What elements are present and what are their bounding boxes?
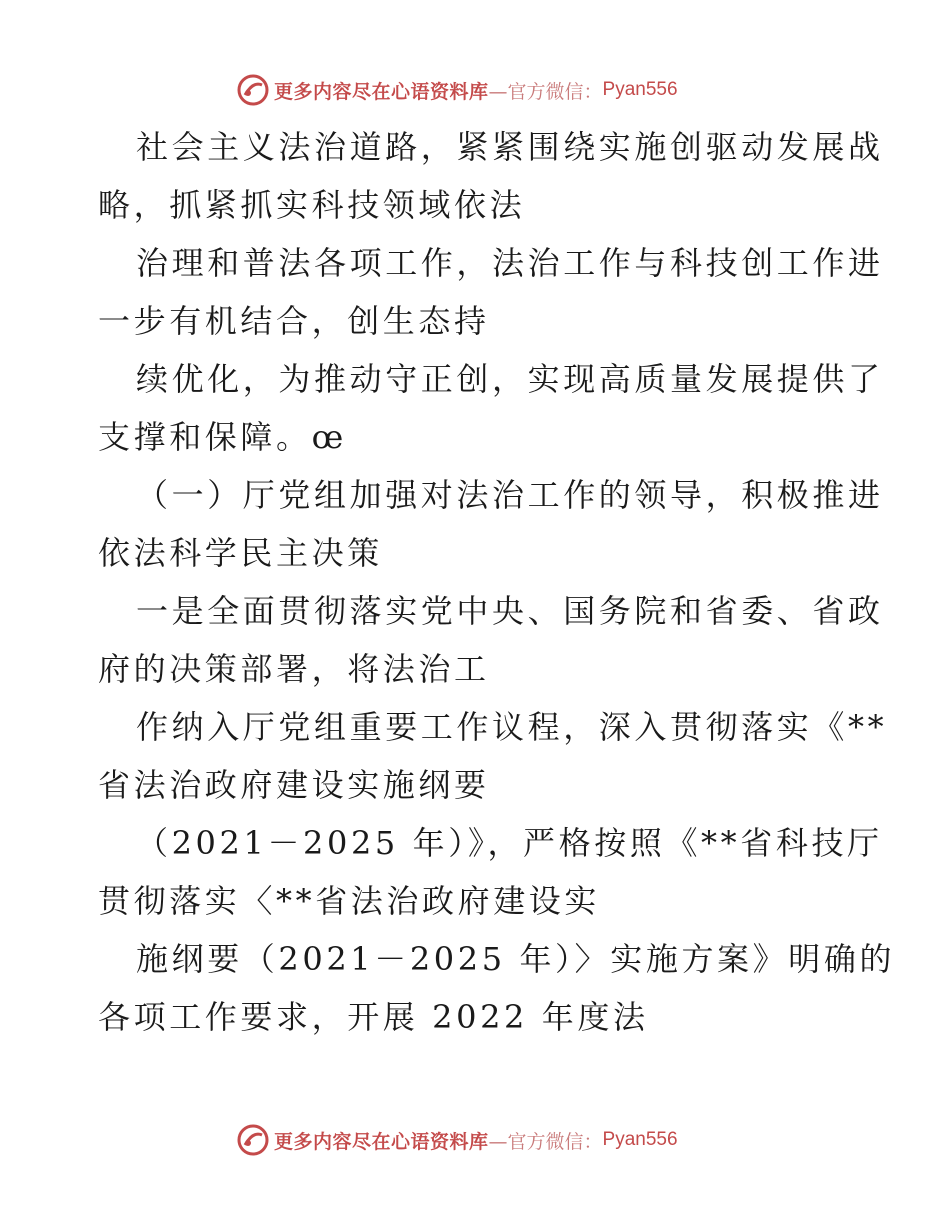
watermark-separator: —官方微信：: [488, 80, 603, 103]
text-line: 作纳入厅党组重要工作议程，深入贯彻落实《**: [136, 708, 888, 746]
text-line: 施纲要（2021－2025 年）〉实施方案》明确的: [136, 940, 896, 978]
watermark-wechat-id: Pyan556: [602, 79, 678, 100]
text-line: 治理和普法各项工作，法治工作与科技创工作进: [136, 244, 884, 282]
watermark-separator: —官方微信：: [488, 1130, 603, 1153]
document-body: [98, 118, 896, 1046]
text-line: 一步有机结合，创生态持: [98, 302, 490, 340]
text-line: 续优化，为推动守正创，实现高质量发展提供了: [136, 360, 884, 398]
section-heading: （一）厅党组加强对法治工作的领导，积极推进: [136, 476, 884, 514]
text-line: 各项工作要求，开展 2022 年度法: [98, 998, 649, 1036]
brand-logo-icon: [236, 73, 270, 107]
watermark-wechat-id: Pyan556: [602, 1129, 678, 1150]
watermark-text: 更多内容尽在心语资料库: [274, 80, 489, 103]
text-line: 支撑和保障。œ: [98, 418, 347, 456]
footer-watermark: [236, 1122, 678, 1158]
text-line: 贯彻落实〈**省法治政府建设实: [98, 882, 601, 920]
text-line: 省法治政府建设实施纲要: [98, 766, 490, 804]
text-line: （2021－2025 年）》，严格按照《**省科技厅: [136, 824, 883, 862]
text-line: 府的决策部署，将法治工: [98, 650, 490, 688]
text-line: 略，抓紧抓实科技领域依法: [98, 186, 526, 224]
watermark-text: 更多内容尽在心语资料库: [274, 1130, 489, 1153]
header-watermark: [236, 72, 678, 108]
text-line: 社会主义法治道路，紧紧围绕实施创驱动发展战: [136, 128, 884, 166]
section-heading-continuation: 依法科学民主决策: [98, 534, 383, 572]
text-line: 一是全面贯彻落实党中央、国务院和省委、省政: [136, 592, 884, 630]
brand-logo-icon: [236, 1123, 270, 1157]
